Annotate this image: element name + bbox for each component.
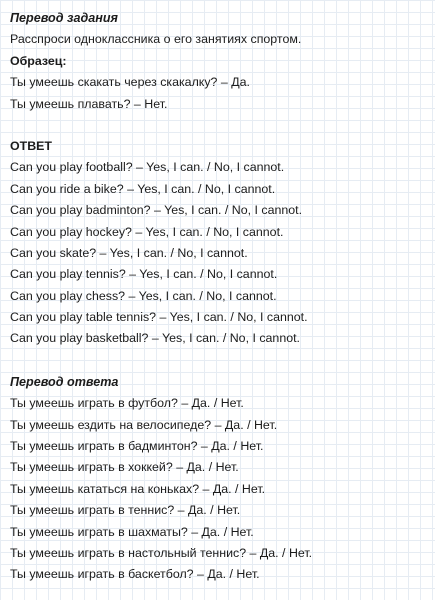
answer-heading: ОТВЕТ bbox=[10, 138, 52, 153]
translation-line: Ты умеешь кататься на коньках? – Да. / Нет. bbox=[10, 481, 266, 496]
translation-line: Ты умеешь играть в баскетбол? – Да. / Нет. bbox=[10, 567, 260, 582]
answer-line: Can you play football? – Yes, I can. / No, I cannot. bbox=[10, 160, 285, 175]
answer-line: Can you play tennis? – Yes, I can. / No, I cannot. bbox=[10, 267, 278, 282]
answer-line: Can you skate? – Yes, I can. / No, I cannot. bbox=[10, 245, 248, 260]
translation-line: Ты умеешь играть в футбол? – Да. / Нет. bbox=[10, 396, 244, 411]
section-spacer bbox=[10, 350, 430, 372]
translation-line: Ты умеешь ездить на велосипеде? – Да. / Нет. bbox=[10, 417, 278, 432]
sample-line: Ты умеешь плавать? – Нет. bbox=[10, 96, 168, 111]
translation-line: Ты умеешь играть в шахматы? – Да. / Нет. bbox=[10, 524, 254, 539]
translation-line: Ты умеешь играть в хоккей? – Да. / Нет. bbox=[10, 460, 239, 475]
answer-line: Can you play basketball? – Yes, I can. / No, I cannot. bbox=[10, 331, 300, 346]
section-spacer bbox=[10, 115, 430, 136]
answer-line: Can you play table tennis? – Yes, I can. / No, I cannot. bbox=[10, 310, 308, 325]
answer-line: Can you play badminton? – Yes, I can. / No, I cannot. bbox=[10, 203, 303, 218]
translation-line: Ты умеешь играть в настольный теннис? – Да. / Нет. bbox=[10, 545, 313, 560]
sample-line: Ты умеешь скакать через скакалку? – Да. bbox=[10, 75, 250, 90]
answer-line: Can you play chess? – Yes, I can. / No, I cannot. bbox=[10, 288, 277, 303]
translation-line: Ты умеешь играть в бадминтон? – Да. / Нет. bbox=[10, 439, 264, 454]
sample-heading: Образец: bbox=[10, 53, 67, 68]
translation-heading: Перевод ответа bbox=[10, 374, 119, 389]
task-heading: Перевод задания bbox=[10, 11, 118, 25]
answer-line: Can you ride a bike? – Yes, I can. / No, I cannot. bbox=[10, 181, 276, 196]
translation-line: Ты умеешь играть в теннис? – Да. / Нет. bbox=[10, 503, 241, 518]
answer-line: Can you play hockey? – Yes, I can. / No, I cannot. bbox=[10, 224, 284, 239]
task-instruction: Расспроси одноклассника о его занятиях спортом. bbox=[10, 32, 302, 47]
document-page bbox=[10, 8, 430, 586]
